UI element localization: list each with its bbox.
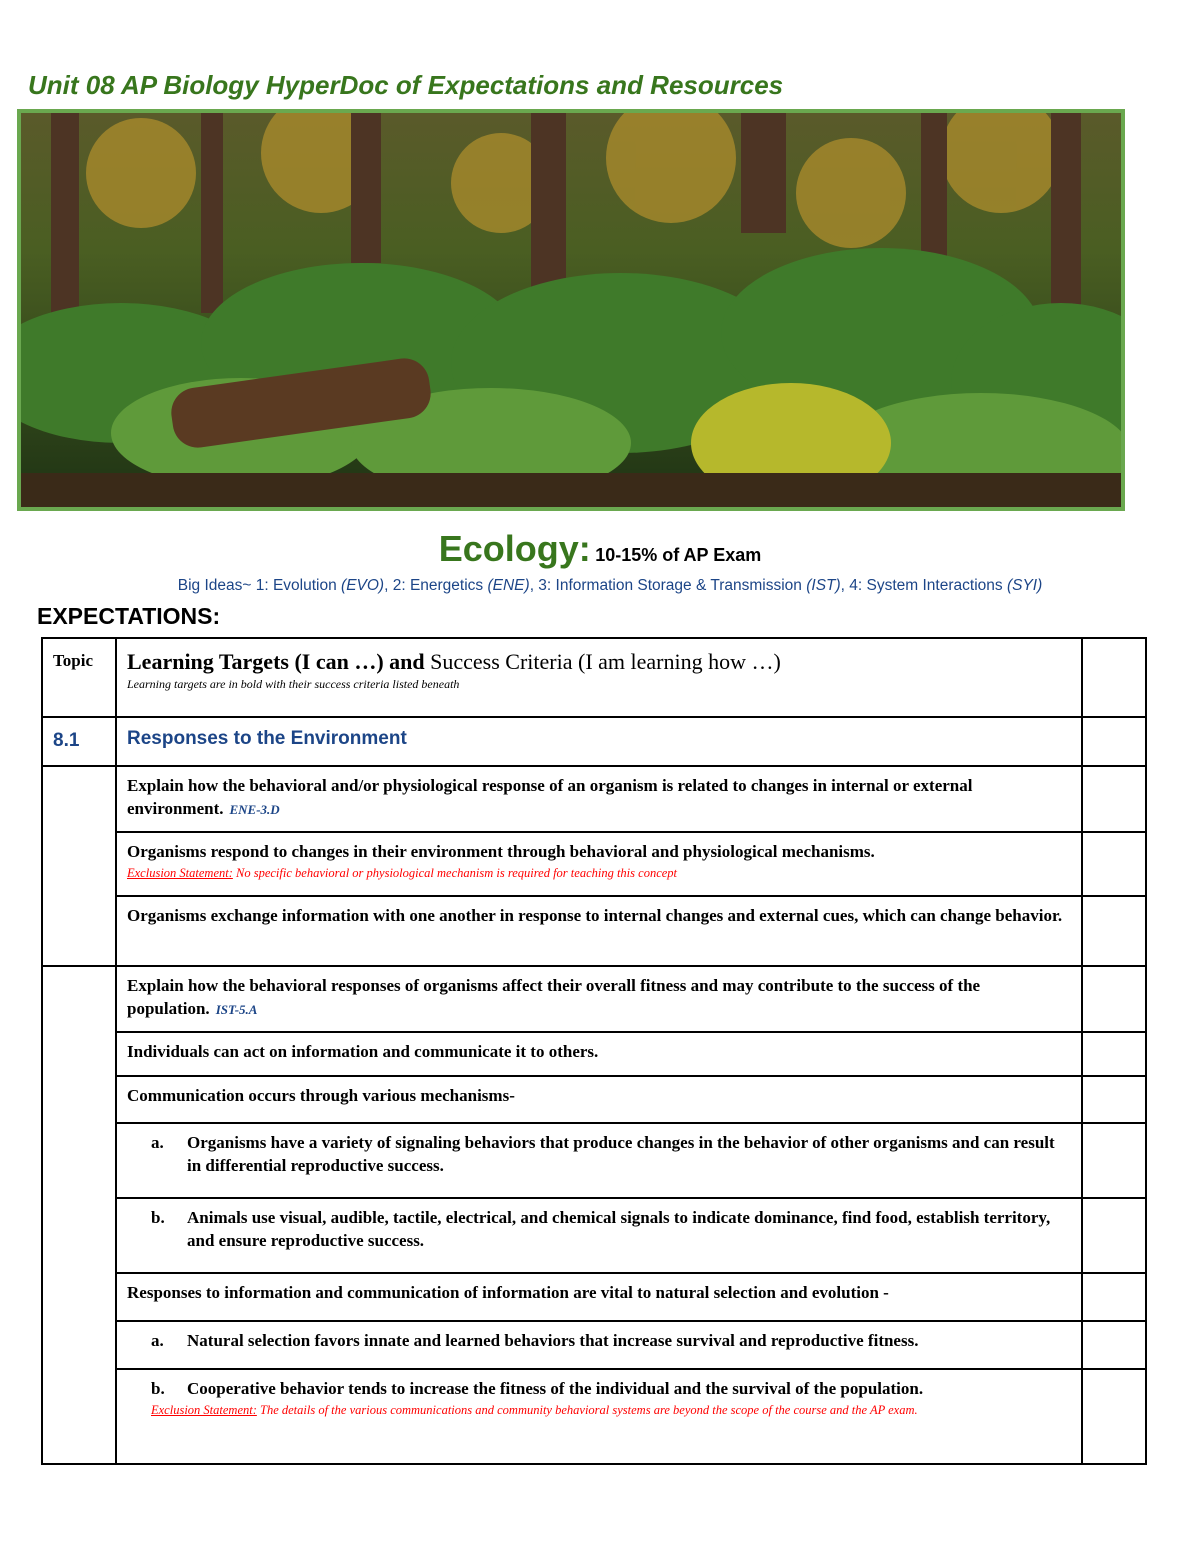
success-criteria-cell (116, 1076, 1082, 1123)
section-number-cell (42, 717, 116, 766)
success-criteria-cell (116, 896, 1082, 966)
heading-sub: 10-15% of AP Exam (595, 545, 762, 565)
big-idea-ist: (IST) (806, 577, 841, 594)
table-row (42, 966, 1146, 1032)
section-title-cell (116, 717, 1082, 766)
success-criteria-cell (116, 1321, 1082, 1369)
learning-target-cell (116, 766, 1082, 832)
heading-main: Ecology: (438, 528, 591, 569)
exclusion-label: Exclusion Statement: (127, 865, 233, 880)
big-idea-syi: (SYI) (1006, 577, 1043, 594)
table-row (42, 766, 1146, 832)
success-criteria-cell (116, 1123, 1082, 1198)
table-row (42, 1032, 1146, 1076)
table-row (42, 1369, 1146, 1464)
big-ideas-prefix: Big Ideas~ 1: Evolution (177, 577, 342, 594)
list-item-text: Animals use visual, audible, tactile, electrical, and chemical signals to indicate dominance, find food, establish territory, and ensure reproductive success. (187, 1208, 1051, 1250)
table-row (42, 832, 1146, 896)
table-row (42, 1321, 1146, 1369)
check-cell[interactable] (1082, 1123, 1146, 1198)
unit-heading (0, 528, 1200, 570)
check-cell[interactable] (1082, 896, 1146, 966)
success-criteria-cell (116, 832, 1082, 896)
expectations-table (41, 637, 1147, 1465)
header-note: Learning targets are in bold with their success criteria listed beneath (127, 676, 460, 691)
success-criteria-text: Individuals can act on information and communicate it to others. (127, 1042, 599, 1061)
list-marker: b. (151, 1208, 165, 1227)
big-ideas-part2: , 2: Energetics (384, 577, 488, 594)
success-criteria-text: Communication occurs through various mechanisms- (127, 1086, 515, 1105)
check-cell[interactable] (1082, 1369, 1146, 1464)
exclusion-label: Exclusion Statement: (151, 1402, 257, 1417)
table-row (42, 1076, 1146, 1123)
list-item (127, 1207, 1071, 1253)
table-row (42, 1198, 1146, 1273)
success-criteria-label: Success Criteria (I am learning how …) (424, 649, 781, 674)
list-item-text: Organisms have a variety of signaling behaviors that produce changes in the behavior of other organisms and can result in differential reproductive success. (187, 1133, 1055, 1175)
list-item (127, 1378, 1071, 1401)
list-marker: a. (151, 1133, 164, 1152)
expectations-label: EXPECTATIONS: (37, 603, 221, 629)
big-idea-ene: (ENE) (487, 577, 530, 594)
check-cell[interactable] (1082, 1076, 1146, 1123)
topic-cell (42, 966, 116, 1464)
list-marker: b. (151, 1379, 165, 1398)
table-row (42, 1123, 1146, 1198)
exclusion-statement (127, 1401, 1071, 1420)
table-row (42, 1273, 1146, 1321)
success-criteria-cell (116, 1198, 1082, 1273)
success-criteria-text: Responses to information and communication of information are vital to natural selection and evolution - (127, 1283, 889, 1302)
learning-targets-header-cell (116, 638, 1082, 717)
check-cell[interactable] (1082, 832, 1146, 896)
header-check-cell (1082, 638, 1146, 717)
big-ideas-part3: , 3: Information Storage & Transmission (529, 577, 807, 594)
big-idea-evo: (EVO) (341, 577, 385, 594)
check-cell[interactable] (1082, 1321, 1146, 1369)
exclusion-text: The details of the various communications and community behavioral systems are beyond the scope of the course and the AP exam. (256, 1402, 918, 1417)
success-criteria-cell (116, 1032, 1082, 1076)
big-ideas-line (0, 577, 1200, 595)
exclusion-text: No specific behavioral or physiological mechanism is required for teaching this concept (232, 865, 678, 880)
list-marker: a. (151, 1331, 164, 1350)
check-cell[interactable] (1082, 1273, 1146, 1321)
document-title: Unit 08 AP Biology HyperDoc of Expectations and Resources (28, 70, 784, 100)
big-ideas-part4: , 4: System Interactions (840, 577, 1007, 594)
table-header-row (42, 638, 1146, 717)
list-item-text: Cooperative behavior tends to increase the fitness of the individual and the survival of the population. (187, 1379, 924, 1398)
success-criteria-text: Organisms respond to changes in their environment through behavioral and physiological mechanisms. (127, 842, 875, 861)
learning-targets-label: Learning Targets (I can …) and (127, 649, 425, 674)
exclusion-statement (127, 864, 1071, 883)
learning-target-cell (116, 966, 1082, 1032)
check-cell[interactable] (1082, 1032, 1146, 1076)
success-criteria-cell (116, 1273, 1082, 1321)
section-row (42, 717, 1146, 766)
success-criteria-cell (116, 1369, 1082, 1464)
list-item (127, 1330, 1071, 1353)
topic-cell (42, 766, 116, 966)
learning-target-text: Explain how the behavioral responses of organisms affect their overall fitness and may contribute to the success of the population. (127, 976, 981, 1018)
topic-header: Topic (53, 651, 94, 670)
check-cell[interactable] (1082, 766, 1146, 832)
check-cell[interactable] (1082, 966, 1146, 1032)
section-title: Responses to the Environment (127, 728, 407, 749)
check-cell[interactable] (1082, 717, 1146, 766)
list-item-text: Natural selection favors innate and learned behaviors that increase survival and reproductive fitness. (187, 1331, 919, 1350)
standard-code: ENE-3.D (229, 801, 280, 817)
forest-banner-image (17, 109, 1125, 511)
topic-header-cell (42, 638, 116, 717)
check-cell[interactable] (1082, 1198, 1146, 1273)
success-criteria-text: Organisms exchange information with one another in response to internal changes and external cues, which can change behavior. (127, 906, 1063, 925)
section-number: 8.1 (53, 730, 80, 751)
standard-code: IST-5.A (215, 1001, 258, 1017)
learning-target-text: Explain how the behavioral and/or physiological response of an organism is related to changes in internal or external environment. (127, 776, 973, 818)
list-item (127, 1132, 1071, 1178)
forest-illustration (21, 113, 1121, 507)
table-row (42, 896, 1146, 966)
